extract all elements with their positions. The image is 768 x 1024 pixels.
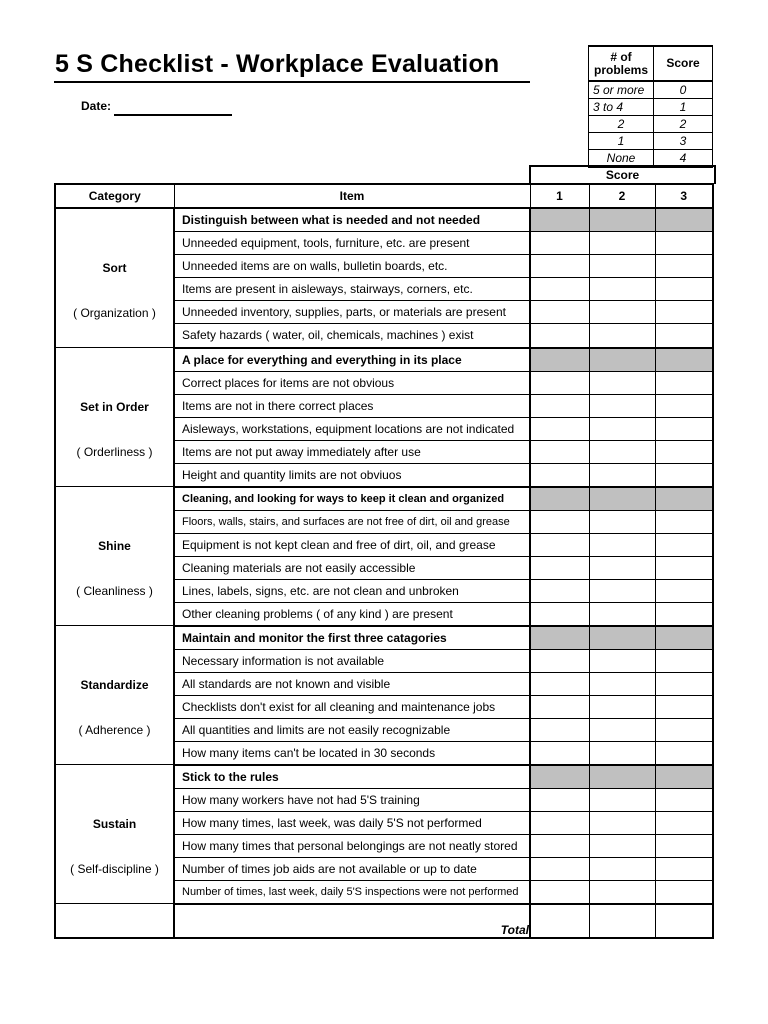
checklist-item: Height and quantity limits are not obviuos — [174, 463, 530, 487]
checklist-item: Unneeded equipment, tools, furniture, etc. are present — [174, 232, 530, 255]
score-input-cell[interactable] — [655, 811, 713, 834]
score-input-cell[interactable] — [655, 324, 713, 348]
checklist-item: Checklists don't exist for all cleaning and maintenance jobs — [174, 695, 530, 718]
score-input-cell[interactable] — [655, 394, 713, 417]
checklist-item: Aisleways, workstations, equipment locations are not indicated — [174, 417, 530, 440]
shaded-score-cell — [589, 348, 655, 372]
shaded-score-cell — [589, 626, 655, 650]
score-input-cell[interactable] — [530, 533, 589, 556]
checklist-item: Number of times job aids are not available or up to date — [174, 857, 530, 880]
checklist-item: All quantities and limits are not easily recognizable — [174, 718, 530, 741]
score-input-cell[interactable] — [530, 880, 589, 904]
score-column-header: 2 — [589, 184, 655, 208]
checklist-item: Safety hazards ( water, oil, chemicals, machines ) exist — [174, 324, 530, 348]
legend-score: 1 — [654, 99, 713, 116]
score-input-cell[interactable] — [655, 857, 713, 880]
score-input-cell[interactable] — [589, 440, 655, 463]
score-input-cell[interactable] — [655, 834, 713, 857]
score-input-cell[interactable] — [589, 649, 655, 672]
legend-score: 3 — [654, 133, 713, 150]
score-column-header: 1 — [530, 184, 589, 208]
legend-problems: 2 — [589, 116, 654, 133]
score-input-cell[interactable] — [589, 278, 655, 301]
legend-score: 4 — [654, 150, 713, 168]
group-heading-row — [55, 626, 713, 650]
score-input-cell[interactable] — [530, 602, 589, 626]
page-title: 5 S Checklist - Workplace Evaluation — [55, 50, 500, 78]
group-heading-row — [55, 765, 713, 789]
score-input-cell[interactable] — [655, 301, 713, 324]
legend-problems: 1 — [589, 133, 654, 150]
score-input-cell[interactable] — [530, 811, 589, 834]
checklist-item: Items are not in there correct places — [174, 394, 530, 417]
shaded-score-cell — [589, 765, 655, 789]
category-cell — [55, 348, 174, 487]
score-input-cell[interactable] — [589, 880, 655, 904]
item-column-header: Item — [174, 184, 530, 208]
score-input-cell[interactable] — [589, 834, 655, 857]
category-name: Shine — [98, 539, 131, 553]
score-input-cell[interactable] — [530, 440, 589, 463]
score-input-cell[interactable] — [589, 301, 655, 324]
shaded-score-cell — [530, 626, 589, 650]
legend-score: 0 — [654, 81, 713, 99]
score-input-cell[interactable] — [530, 232, 589, 255]
category-subtitle: ( Cleanliness ) — [76, 584, 153, 598]
category-name: Standardize — [80, 678, 149, 692]
score-input-cell[interactable] — [589, 324, 655, 348]
shaded-score-cell — [655, 765, 713, 789]
legend-problems: None — [589, 150, 654, 168]
score-legend — [588, 45, 713, 168]
score-input-cell[interactable] — [530, 463, 589, 487]
score-input-cell[interactable] — [655, 788, 713, 811]
shaded-score-cell — [530, 348, 589, 372]
score-input-cell[interactable] — [530, 371, 589, 394]
score-input-cell[interactable] — [530, 672, 589, 695]
title-underline — [54, 81, 530, 83]
score-input-cell[interactable] — [589, 232, 655, 255]
score-input-cell[interactable] — [589, 533, 655, 556]
score-input-cell[interactable] — [530, 741, 589, 765]
shaded-score-cell — [530, 487, 589, 511]
checklist-item: All standards are not known and visible — [174, 672, 530, 695]
checklist-item: Unneeded inventory, supplies, parts, or materials are present — [174, 301, 530, 324]
category-column-header: Category — [55, 184, 174, 208]
score-input-cell[interactable] — [530, 788, 589, 811]
shaded-score-cell — [655, 348, 713, 372]
score-column-header: 3 — [655, 184, 713, 208]
checklist-item: How many times, last week, was daily 5'S not performed — [174, 811, 530, 834]
total-score-cell[interactable] — [530, 904, 589, 938]
legend-score: 2 — [654, 116, 713, 133]
total-score-cell[interactable] — [655, 904, 713, 938]
total-label: Total — [174, 904, 530, 938]
score-input-cell[interactable] — [655, 880, 713, 904]
checklist-item: Unneeded items are on walls, bulletin boards, etc. — [174, 255, 530, 278]
category-name: Sort — [102, 261, 127, 275]
checklist-item: Other cleaning problems ( of any kind ) are present — [174, 602, 530, 626]
category-name: Set in Order — [80, 400, 149, 414]
score-input-cell[interactable] — [589, 811, 655, 834]
legend-problems: 3 to 4 — [589, 99, 654, 116]
category-cell — [55, 765, 174, 904]
checklist-item: Items are present in aisleways, stairways, corners, etc. — [174, 278, 530, 301]
score-input-cell[interactable] — [655, 579, 713, 602]
legend-header-score: Score — [654, 46, 713, 81]
shaded-score-cell — [655, 208, 713, 232]
date-label: Date: — [81, 99, 112, 113]
score-input-cell[interactable] — [655, 278, 713, 301]
group-heading: Distinguish between what is needed and not needed — [174, 208, 530, 232]
checklist-table — [54, 183, 714, 939]
score-input-cell[interactable] — [589, 463, 655, 487]
checklist-item: How many items can't be located in 30 seconds — [174, 741, 530, 765]
shaded-score-cell — [589, 208, 655, 232]
score-input-cell[interactable] — [655, 695, 713, 718]
group-heading: Cleaning, and looking for ways to keep it clean and organized — [174, 487, 530, 511]
category-name: Sustain — [92, 817, 137, 831]
score-input-cell[interactable] — [530, 834, 589, 857]
score-input-cell[interactable] — [655, 440, 713, 463]
score-input-cell[interactable] — [530, 857, 589, 880]
shaded-score-cell — [530, 765, 589, 789]
score-input-cell[interactable] — [589, 718, 655, 741]
score-input-cell[interactable] — [655, 255, 713, 278]
date-field[interactable] — [114, 114, 232, 116]
score-input-cell[interactable] — [530, 556, 589, 579]
score-input-cell[interactable] — [589, 417, 655, 440]
score-input-cell[interactable] — [589, 672, 655, 695]
shaded-score-cell — [589, 487, 655, 511]
score-input-cell[interactable] — [589, 394, 655, 417]
group-heading: A place for everything and everything in its place — [174, 348, 530, 372]
score-input-cell[interactable] — [530, 394, 589, 417]
category-subtitle: ( Organization ) — [73, 306, 156, 320]
group-heading-row — [55, 487, 713, 511]
score-input-cell[interactable] — [530, 255, 589, 278]
score-group-header: Score — [529, 165, 716, 184]
category-subtitle: ( Orderliness ) — [76, 445, 153, 459]
checklist-item: Correct places for items are not obvious — [174, 371, 530, 394]
score-input-cell[interactable] — [530, 718, 589, 741]
score-input-cell[interactable] — [530, 510, 589, 533]
shaded-score-cell — [655, 626, 713, 650]
legend-header-problems: # of problems — [589, 46, 654, 81]
score-input-cell[interactable] — [589, 556, 655, 579]
checklist-item: Items are not put away immediately after use — [174, 440, 530, 463]
score-input-cell[interactable] — [589, 371, 655, 394]
score-input-cell[interactable] — [530, 301, 589, 324]
score-input-cell[interactable] — [530, 324, 589, 348]
score-input-cell[interactable] — [589, 602, 655, 626]
category-subtitle: ( Adherence ) — [78, 723, 151, 737]
score-input-cell[interactable] — [530, 695, 589, 718]
score-input-cell[interactable] — [655, 556, 713, 579]
score-input-cell[interactable] — [655, 463, 713, 487]
score-input-cell[interactable] — [530, 278, 589, 301]
group-heading: Stick to the rules — [174, 765, 530, 789]
score-input-cell[interactable] — [589, 741, 655, 765]
category-cell — [55, 626, 174, 765]
total-score-cell[interactable] — [589, 904, 655, 938]
shaded-score-cell — [655, 487, 713, 511]
checklist-item: Number of times, last week, daily 5'S inspections were not performed — [174, 880, 530, 904]
score-input-cell[interactable] — [589, 510, 655, 533]
score-input-cell[interactable] — [589, 255, 655, 278]
category-subtitle: ( Self-discipline ) — [70, 862, 159, 876]
score-input-cell[interactable] — [589, 857, 655, 880]
category-cell — [55, 208, 174, 348]
checklist-item: Floors, walls, stairs, and surfaces are not free of dirt, oil and grease — [174, 510, 530, 533]
total-spacer-cell — [55, 904, 174, 938]
score-input-cell[interactable] — [589, 788, 655, 811]
legend-problems: 5 or more — [589, 81, 654, 99]
score-input-cell[interactable] — [530, 649, 589, 672]
checklist-item: Lines, labels, signs, etc. are not clean and unbroken — [174, 579, 530, 602]
score-input-cell[interactable] — [530, 417, 589, 440]
score-input-cell[interactable] — [589, 579, 655, 602]
score-input-cell[interactable] — [655, 649, 713, 672]
group-heading-row — [55, 348, 713, 372]
group-heading: Maintain and monitor the first three catagories — [174, 626, 530, 650]
score-input-cell[interactable] — [655, 718, 713, 741]
score-input-cell[interactable] — [530, 579, 589, 602]
checklist-item: How many times that personal belongings are not neatly stored — [174, 834, 530, 857]
checklist-item: Equipment is not kept clean and free of dirt, oil, and grease — [174, 533, 530, 556]
score-input-cell[interactable] — [655, 533, 713, 556]
score-input-cell[interactable] — [655, 672, 713, 695]
score-input-cell[interactable] — [655, 741, 713, 765]
score-input-cell[interactable] — [655, 371, 713, 394]
group-heading-row — [55, 208, 713, 232]
score-input-cell[interactable] — [589, 695, 655, 718]
checklist-item: How many workers have not had 5'S training — [174, 788, 530, 811]
score-input-cell[interactable] — [655, 510, 713, 533]
score-input-cell[interactable] — [655, 417, 713, 440]
checklist-item: Necessary information is not available — [174, 649, 530, 672]
shaded-score-cell — [530, 208, 589, 232]
score-input-cell[interactable] — [655, 232, 713, 255]
score-input-cell[interactable] — [655, 602, 713, 626]
category-cell — [55, 487, 174, 626]
checklist-item: Cleaning materials are not easily accessible — [174, 556, 530, 579]
